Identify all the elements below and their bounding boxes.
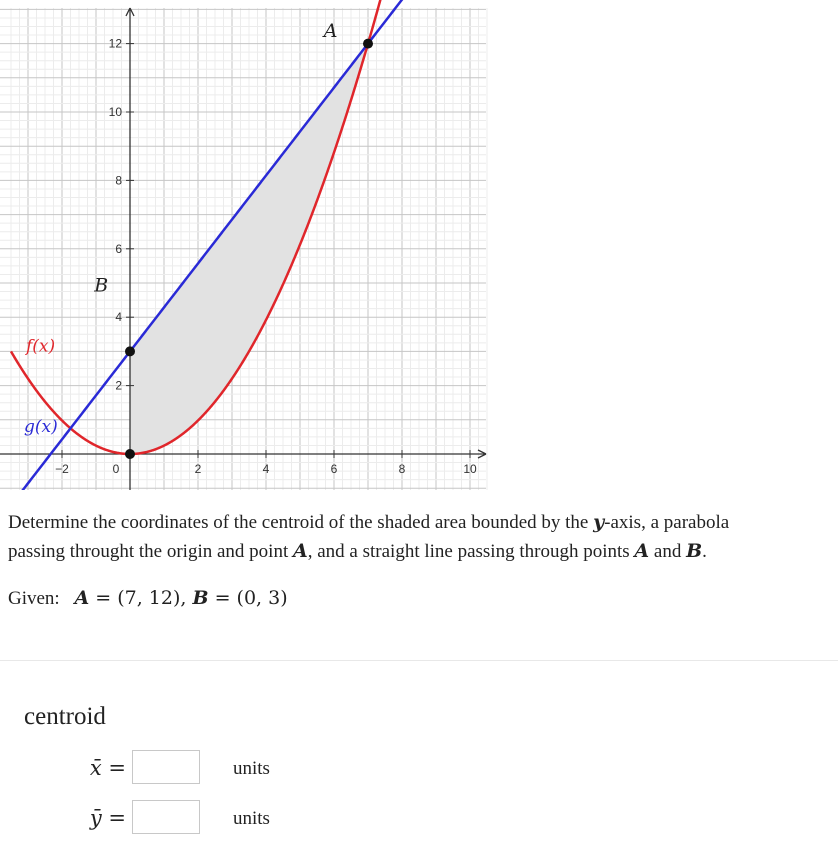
g-function-label: g(x) xyxy=(24,416,58,437)
given-a-value: = (7, 12), xyxy=(89,587,193,609)
x-bar-units: units xyxy=(233,758,270,779)
given-b-var: B xyxy=(192,587,209,609)
graph-panel xyxy=(0,0,495,490)
problem-line1-end: -axis, a parabola xyxy=(604,512,730,533)
section-divider xyxy=(0,660,838,661)
point-b-ref: B xyxy=(686,540,703,562)
y-tick-label: 4 xyxy=(115,310,122,325)
problem-statement xyxy=(8,508,838,566)
y-variable: y xyxy=(593,511,605,533)
x-tick-label: 10 xyxy=(463,462,477,476)
problem-line2-mid: , and a straight line passing through points xyxy=(307,541,635,562)
y-bar-label: ȳ = xyxy=(89,806,126,830)
x-tick-label: 6 xyxy=(330,462,338,476)
problem-line2-start: passing throught the origin and point xyxy=(8,541,293,562)
x-bar-input[interactable] xyxy=(132,750,200,784)
point-a-ref: A xyxy=(292,540,308,562)
point-a xyxy=(363,39,373,49)
y-tick-label: 6 xyxy=(115,241,122,256)
y-bar-row xyxy=(80,800,380,840)
y-tick-label: 12 xyxy=(108,36,122,51)
point-b xyxy=(125,346,135,356)
x-bar-row xyxy=(80,750,380,790)
x-tick-label: 2 xyxy=(194,462,202,476)
given-a-var: A xyxy=(74,587,90,609)
x-tick-label: 8 xyxy=(398,462,406,476)
y-tick-label: 10 xyxy=(108,105,122,119)
graph xyxy=(0,0,495,490)
problem-line2-end: . xyxy=(702,541,707,562)
y-bar-units: units xyxy=(233,808,270,829)
y-tick-label: 8 xyxy=(115,173,122,188)
y-tick-label: 2 xyxy=(115,378,122,393)
problem-line2-and: and xyxy=(649,541,687,562)
point-a-ref-2: A xyxy=(634,540,650,562)
problem-line1-start: Determine the coordinates of the centroid of the shaded area bounded by the xyxy=(8,512,594,533)
x-tick-label: −2 xyxy=(55,462,69,476)
y-bar-input[interactable] xyxy=(132,800,200,834)
given-b-value: = (0, 3) xyxy=(208,587,288,609)
given-line xyxy=(8,584,288,613)
centroid-heading: centroid xyxy=(24,703,106,730)
given-label: Given: xyxy=(8,588,60,609)
x-tick-label: 0 xyxy=(112,462,120,476)
given-values xyxy=(74,587,287,609)
point-b-label: B xyxy=(94,274,109,297)
x-tick-label: 4 xyxy=(262,462,270,476)
point-origin xyxy=(125,449,135,459)
point-a-label: A xyxy=(323,19,338,42)
f-function-label: f(x) xyxy=(26,336,56,357)
x-bar-label: x̄ = xyxy=(89,756,126,780)
